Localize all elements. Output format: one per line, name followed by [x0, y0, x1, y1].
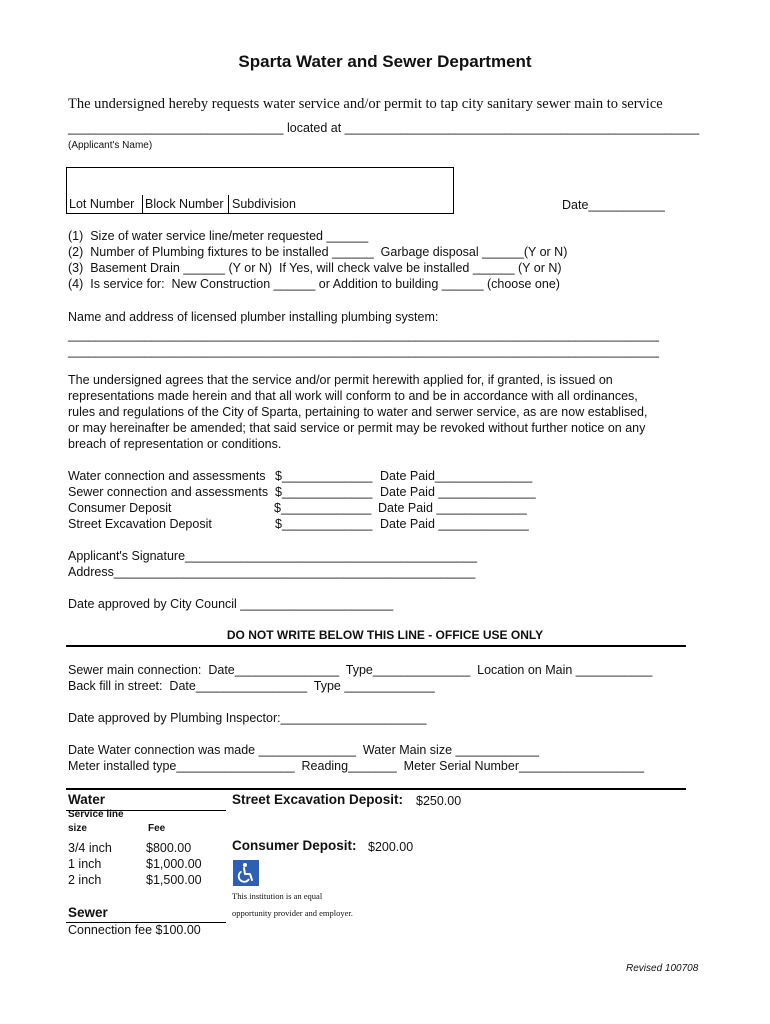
wheelchair-accessibility-icon [233, 860, 259, 886]
agreement-line: or may hereinafter be amended; that said service or permit may be revoked without further notice on any [68, 421, 646, 435]
council-approval-field[interactable]: Date approved by City Council ______________________ [68, 597, 394, 611]
applicant-location-line[interactable]: _______________________________ located at ___________________________________________________ [68, 121, 700, 135]
street-excavation-label: Street Excavation Deposit: [232, 792, 404, 807]
office-use-heading: DO NOT WRITE BELOW THIS LINE - OFFICE USE ONLY [226, 628, 544, 642]
rate-fee: $800.00 [146, 841, 192, 855]
sewer-connection-fee: Connection fee $100.00 [68, 923, 201, 937]
agreement-line: The undersigned agrees that the service and/or permit herewith applied for, if granted, is issued on [68, 373, 613, 387]
meter-field[interactable]: Meter installed type_________________ Reading_______ Meter Serial Number__________________ [68, 759, 645, 773]
fee-label: Consumer Deposit [68, 501, 172, 515]
rate-fee: $1,500.00 [146, 873, 202, 887]
rate-fee: $1,000.00 [146, 857, 202, 871]
fee-amount-field[interactable]: $_____________ [275, 517, 373, 531]
fee-date-paid-field[interactable]: Date Paid ______________ [380, 485, 536, 499]
agreement-line: breach of representation or conditions. [68, 437, 282, 451]
service-line-header: Service line [68, 809, 124, 820]
consumer-deposit-label: Consumer Deposit: [232, 838, 357, 853]
question-4[interactable]: (4) Is service for: New Construction ______ or Addition to building ______ (choose one) [68, 277, 560, 291]
question-2[interactable]: (2) Number of Plumbing fixtures to be installed ______ Garbage disposal ______(Y or N) [68, 245, 568, 259]
fee-amount-field[interactable]: $_____________ [274, 501, 372, 515]
address-field[interactable]: Address____________________________________________________ [68, 565, 476, 579]
size-header: size [68, 823, 87, 834]
water-connection-field[interactable]: Date Water connection was made ______________ Water Main size ____________ [68, 743, 539, 757]
water-heading: Water [68, 792, 106, 807]
rates-divider [66, 788, 686, 790]
plumber-label: Name and address of licensed plumber installing plumbing system: [68, 310, 439, 324]
back-fill-field[interactable]: Back fill in street: Date________________ Type _____________ [68, 679, 435, 693]
fee-date-paid-field[interactable]: Date Paid _____________ [380, 517, 529, 531]
plumber-line-2[interactable]: _____________________________________________________________________________________ [68, 344, 659, 358]
rate-size: 1 inch [68, 857, 102, 871]
fee-date-paid-field[interactable]: Date Paid _____________ [378, 501, 527, 515]
fee-date-paid-field[interactable]: Date Paid______________ [380, 469, 533, 483]
question-3[interactable]: (3) Basement Drain ______ (Y or N) If Yes, will check valve be installed ______ (Y or N) [68, 261, 562, 275]
subdivision-field[interactable]: Subdivision [232, 197, 296, 211]
agreement-line: rules and regulations of the City of Sparta, pertaining to water and serwer service, as are now establised, [68, 405, 648, 419]
fee-label: Sewer connection and assessments [68, 485, 269, 499]
sewer-heading: Sewer [68, 905, 108, 920]
sewer-main-connection-field[interactable]: Sewer main connection: Date_______________ Type______________ Location on Main ___________ [68, 663, 653, 677]
lot-number-field[interactable]: Lot Number [69, 197, 135, 211]
plumbing-inspector-field[interactable]: Date approved by Plumbing Inspector:_____________________ [68, 711, 427, 725]
fee-label: Water connection and assessments [68, 469, 266, 483]
rate-size: 3/4 inch [68, 841, 112, 855]
date-field[interactable]: Date___________ [562, 198, 665, 212]
lot-divider-1 [142, 195, 143, 213]
fee-amount-field[interactable]: $_____________ [275, 485, 373, 499]
rate-size: 2 inch [68, 873, 102, 887]
agreement-line: representations made herein and that all work will conform to and be in accordance with all ordinances, [68, 389, 638, 403]
page-title: Sparta Water and Sewer Department [238, 52, 532, 71]
plumber-line-1[interactable]: _____________________________________________________________________________________ [68, 328, 659, 342]
consumer-deposit-amount: $200.00 [368, 840, 414, 854]
equal-opportunity-text: This institution is an equal [232, 891, 323, 901]
lot-divider-2 [228, 195, 229, 213]
applicant-signature-field[interactable]: Applicant's Signature__________________________________________ [68, 549, 478, 563]
street-excavation-amount: $250.00 [416, 794, 462, 808]
office-divider [66, 645, 686, 647]
question-1[interactable]: (1) Size of water service line/meter requested ______ [68, 229, 369, 243]
revision-label: Revised 100708 [626, 963, 699, 974]
applicant-name-label: (Applicant's Name) [68, 140, 153, 151]
fee-amount-field[interactable]: $_____________ [275, 469, 373, 483]
block-number-field[interactable]: Block Number [145, 197, 224, 211]
equal-opportunity-text: opportunity provider and employer. [232, 908, 353, 918]
fee-label: Street Excavation Deposit [68, 517, 212, 531]
fee-header: Fee [148, 823, 166, 834]
intro-text: The undersigned hereby requests water service and/or permit to tap city sanitary sewer main to service [68, 96, 663, 112]
